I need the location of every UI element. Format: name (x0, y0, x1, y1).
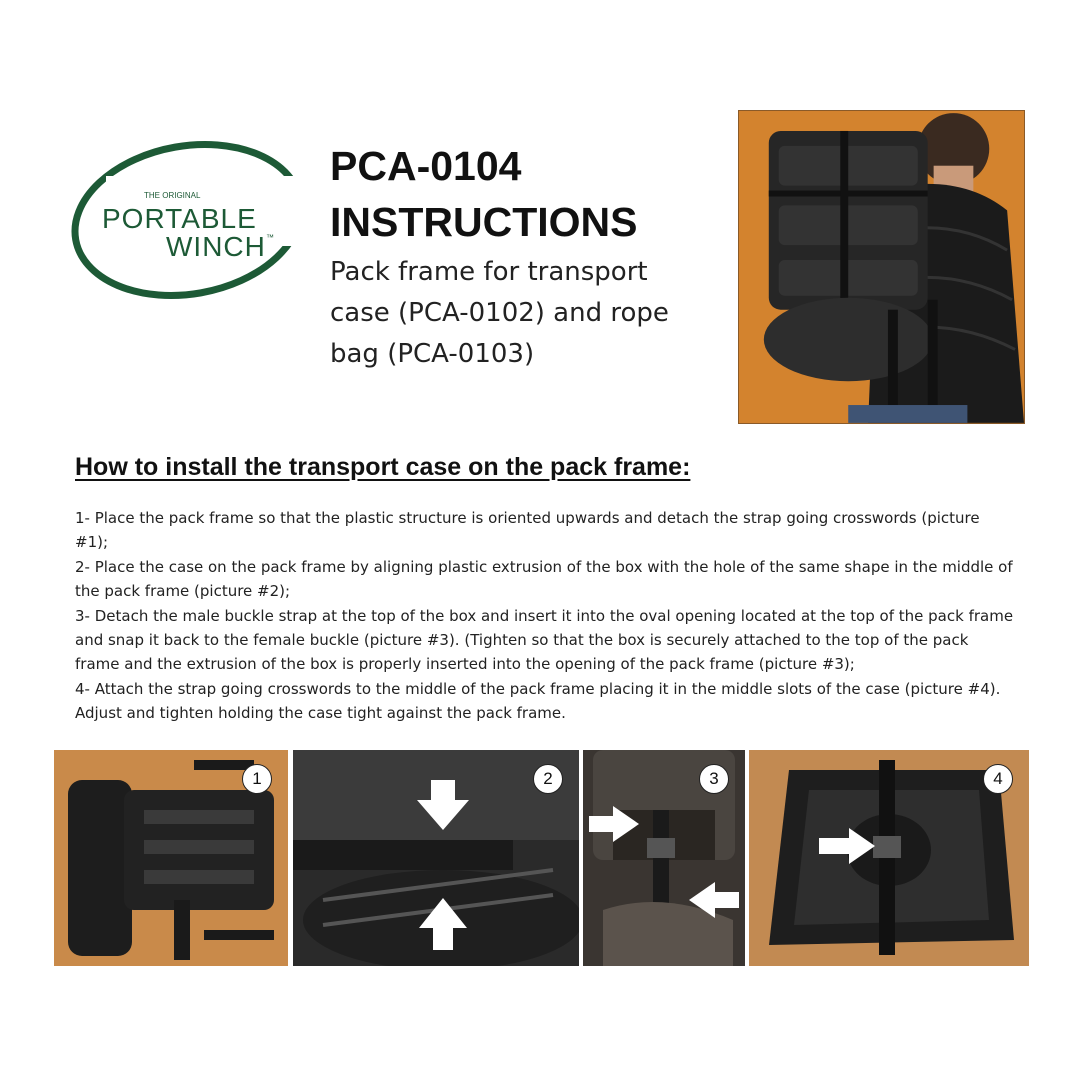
step-4: 4- Attach the strap going crosswords to the middle of the pack frame placing it in the middle slots of the case (picture #4). Adjust and tighten holding the case tight against the pack frame. (75, 679, 1001, 723)
hero-photo (738, 110, 1025, 424)
instruction-steps (75, 506, 1015, 726)
photo-1 (54, 750, 288, 966)
product-subtitle: Pack frame for transport case (PCA-0102) and rope bag (PCA-0103) (330, 257, 669, 369)
title-block (330, 138, 730, 375)
photo-strip (54, 750, 1029, 966)
step-1: 1- Place the pack frame so that the plastic structure is oriented upwards and detach the strap going crosswords (picture #1); (75, 509, 980, 552)
logo-line1: PORTABLE (102, 203, 257, 234)
portable-winch-logo (66, 136, 316, 300)
step-3: 3- Detach the male buckle strap at the top of the box and insert it into the oval opening located at the top of the pack frame and snap it back to the female buckle (picture #3). (Tighten so that the box is securely attached to the top of the pack frame and the extrusion of the box is properly inserted into the opening of the pack frame (picture #3); (75, 606, 1014, 674)
photo-number-badge: 3 (699, 764, 729, 794)
photo-2 (293, 750, 579, 966)
logo-line2: WINCH (166, 231, 266, 262)
logo-top-text: THE ORIGINAL (144, 191, 201, 200)
section-heading: How to install the transport case on the pack frame: (75, 453, 691, 481)
photo-number-badge: 2 (533, 764, 563, 794)
logo-tm: ™ (266, 233, 274, 242)
photo-3 (583, 750, 745, 966)
photo-number-badge: 1 (242, 764, 272, 794)
photo-number-badge: 4 (983, 764, 1013, 794)
step-2: 2- Place the case on the pack frame by aligning plastic extrusion of the box with the hole of the same shape in the middle of the pack frame (picture #2); (75, 557, 1013, 601)
photo-4 (749, 750, 1029, 966)
product-code: PCA-0104 (330, 143, 522, 189)
man-wearing-pack-icon (739, 111, 1024, 423)
logo-swoosh-icon (66, 136, 316, 300)
instructions-title: INSTRUCTIONS (330, 199, 638, 245)
